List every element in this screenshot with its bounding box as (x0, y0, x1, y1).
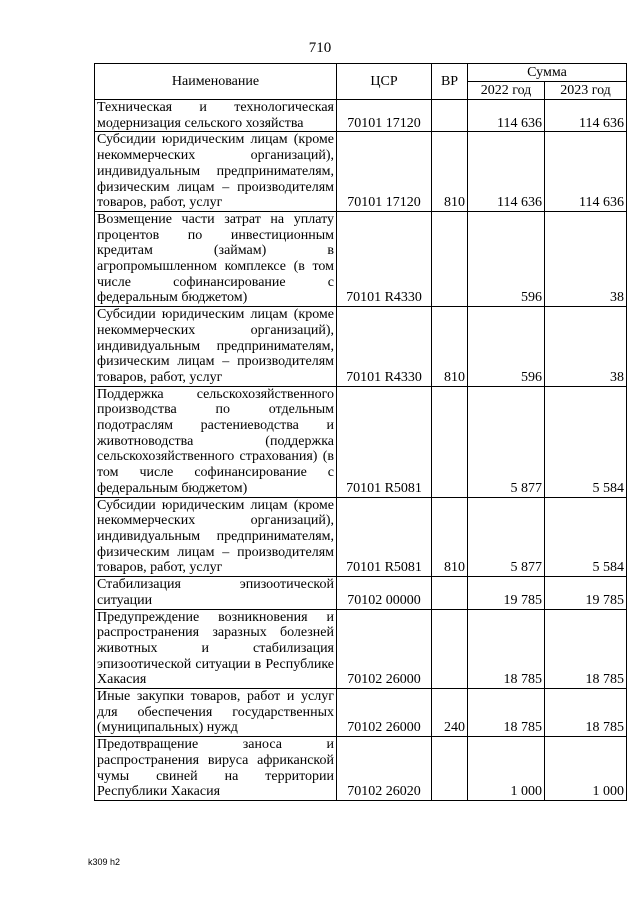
row-sum-2023: 114 636 (545, 100, 627, 132)
row-name: Возмещение части затрат на уплату процентов по инвестиционным кредитам (займам) в агропромышленном комплексе (в том числе софинансирование с федеральным бюджетом) (95, 211, 337, 306)
row-vr: 240 (432, 689, 468, 737)
header-name: Наименование (95, 64, 337, 100)
row-sum-2023: 18 785 (545, 689, 627, 737)
row-vr: 810 (432, 132, 468, 212)
header-sum: Сумма (468, 64, 627, 82)
budget-table (94, 63, 627, 801)
row-sum-2022: 19 785 (468, 577, 545, 609)
row-csr: 70101 R4330 (337, 307, 432, 387)
row-name: Субсидии юридическим лицам (кроме некоммерческих организаций), индивидуальным предпринимателям, физическим лицам – производителям товаров, работ, услуг (95, 132, 337, 212)
row-sum-2022: 596 (468, 307, 545, 387)
table-row (95, 100, 627, 132)
row-csr: 70102 26020 (337, 737, 432, 801)
row-sum-2023: 38 (545, 211, 627, 306)
row-vr: 810 (432, 497, 468, 577)
row-csr: 70101 R5081 (337, 497, 432, 577)
header-year-2023: 2023 год (545, 82, 627, 100)
table-row (95, 386, 627, 497)
row-sum-2022: 114 636 (468, 132, 545, 212)
row-vr (432, 211, 468, 306)
row-sum-2023: 19 785 (545, 577, 627, 609)
row-name: Стабилизация эпизоотической ситуации (95, 577, 337, 609)
table-row (95, 689, 627, 737)
row-sum-2022: 18 785 (468, 689, 545, 737)
row-vr (432, 609, 468, 689)
row-vr (432, 737, 468, 801)
row-csr: 70101 17120 (337, 132, 432, 212)
row-vr: 810 (432, 307, 468, 387)
row-csr: 70102 00000 (337, 577, 432, 609)
table-row (95, 307, 627, 387)
row-name: Субсидии юридическим лицам (кроме некоммерческих организаций), индивидуальным предпринимателям, физическим лицам – производителям товаров, работ, услуг (95, 307, 337, 387)
row-name: Техническая и технологическая модернизация сельского хозяйства (95, 100, 337, 132)
table-row (95, 211, 627, 306)
row-sum-2023: 1 000 (545, 737, 627, 801)
row-sum-2023: 5 584 (545, 497, 627, 577)
row-name: Субсидии юридическим лицам (кроме некоммерческих организаций), индивидуальным предпринимателям, физическим лицам – производителям товаров, работ, услуг (95, 497, 337, 577)
row-vr (432, 100, 468, 132)
row-name: Поддержка сельскохозяйственного производства по отдельным подотраслям растениеводства и животноводства (поддержка сельскохозяйственного страхования) (в том числе софинансирование с федеральным бюджетом) (95, 386, 337, 497)
row-sum-2023: 38 (545, 307, 627, 387)
row-sum-2022: 5 877 (468, 497, 545, 577)
row-csr: 70102 26000 (337, 689, 432, 737)
row-name: Предотвращение заноса и распространения вируса африканской чумы свиней на территории Республики Хакасия (95, 737, 337, 801)
row-name: Предупреждение возникновения и распространения заразных болезней животных и стабилизация эпизоотической ситуации в Республике Хакасия (95, 609, 337, 689)
row-name: Иные закупки товаров, работ и услуг для обеспечения государственных (муниципальных) нужд (95, 689, 337, 737)
header-vr: ВР (432, 64, 468, 100)
row-sum-2022: 18 785 (468, 609, 545, 689)
footer-code: k309 h2 (88, 857, 121, 867)
row-sum-2022: 596 (468, 211, 545, 306)
table-row (95, 609, 627, 689)
row-vr (432, 577, 468, 609)
row-sum-2022: 114 636 (468, 100, 545, 132)
table-row (95, 132, 627, 212)
row-csr: 70101 R4330 (337, 211, 432, 306)
row-csr: 70101 R5081 (337, 386, 432, 497)
row-sum-2023: 5 584 (545, 386, 627, 497)
table-row (95, 497, 627, 577)
header-year-2022: 2022 год (468, 82, 545, 100)
table-row (95, 737, 627, 801)
row-csr: 70102 26000 (337, 609, 432, 689)
row-csr: 70101 17120 (337, 100, 432, 132)
header-csr: ЦСР (337, 64, 432, 100)
row-sum-2022: 5 877 (468, 386, 545, 497)
row-sum-2022: 1 000 (468, 737, 545, 801)
row-sum-2023: 18 785 (545, 609, 627, 689)
table-row (95, 577, 627, 609)
row-sum-2023: 114 636 (545, 132, 627, 212)
row-vr (432, 386, 468, 497)
page-number: 710 (308, 40, 332, 56)
